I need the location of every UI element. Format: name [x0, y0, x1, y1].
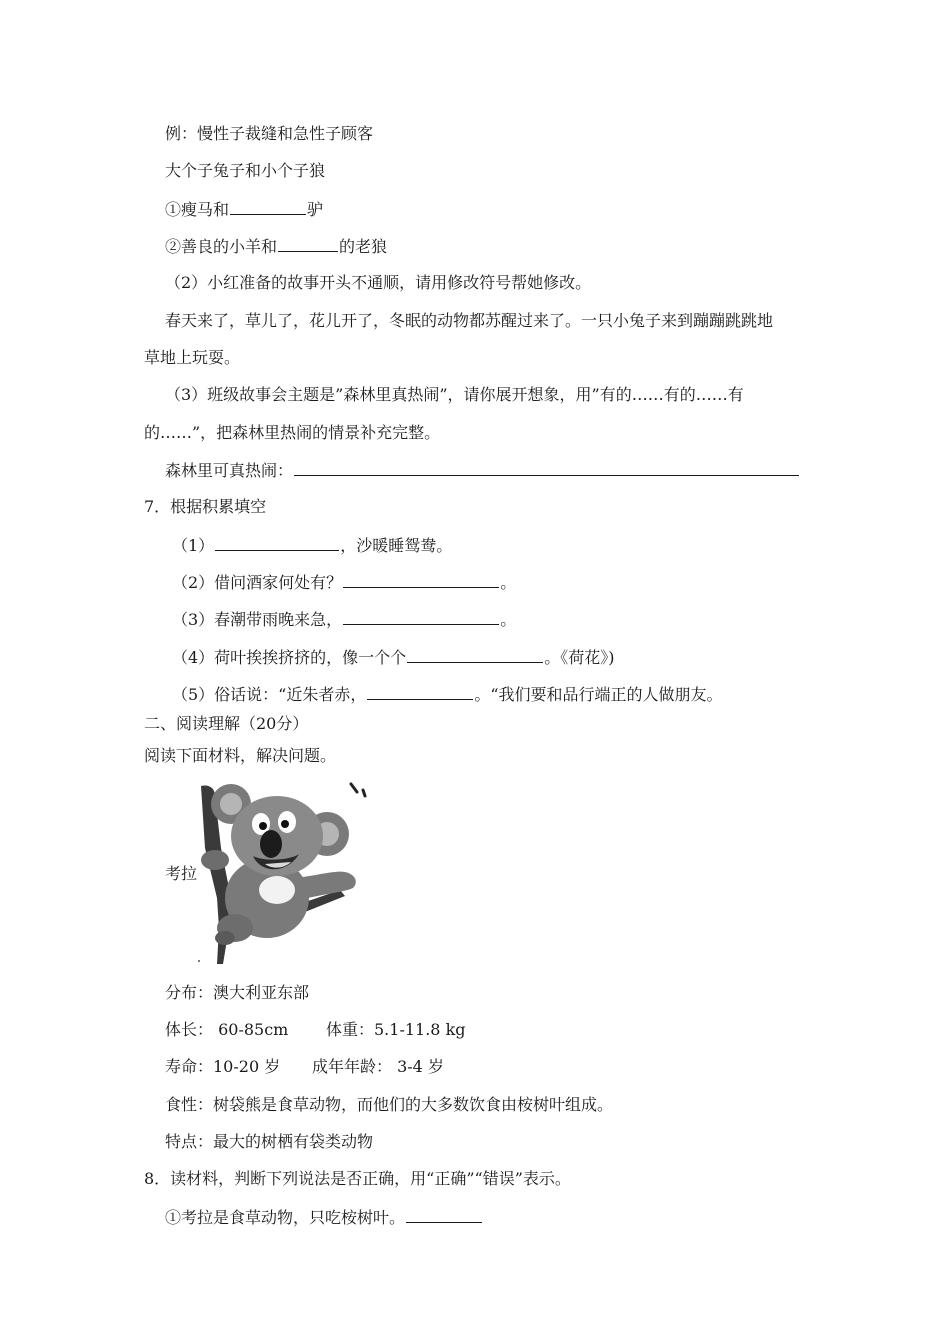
answer-blank[interactable] — [230, 198, 306, 215]
q7-item-1 — [172, 534, 452, 557]
q7-item-2-pre: （2）借问酒家何处有？ — [172, 573, 343, 592]
koala-length: 体长： 60-85cm — [165, 1020, 289, 1039]
q7-item-2-post: 。 — [500, 573, 517, 592]
example-item-2-pre: ②善良的小羊和 — [165, 237, 278, 256]
example-item-1 — [165, 198, 323, 221]
q7-item-3 — [172, 608, 516, 631]
koala-weight: 体重：5.1-11.8 kg — [326, 1020, 466, 1039]
koala-icon — [195, 778, 375, 968]
example-label: 例：慢性子裁缝和急性子顾客 — [165, 124, 374, 143]
koala-adult-age: 成年年龄： 3-4 岁 — [312, 1057, 444, 1076]
example-item-1-post: 驴 — [307, 200, 324, 219]
q8-item-1-text: ①考拉是食草动物，只吃桉树叶。 — [165, 1208, 406, 1227]
q2-prompt: （2）小红准备的故事开头不通顺，请用修改符号帮她修改。 — [165, 273, 592, 292]
q7-item-5-post: 。“我们要和品行端正的人做朋友。 — [474, 685, 723, 704]
koala-distribution: 分布：澳大利亚东部 — [165, 983, 310, 1002]
q7-item-1-post: ，沙暖睡鸳鸯。 — [340, 536, 453, 555]
q7-title: 7．根据积累填空 — [144, 497, 267, 516]
example-item-2 — [165, 235, 387, 258]
answer-blank[interactable] — [407, 646, 543, 663]
answer-blank[interactable] — [343, 608, 499, 625]
answer-blank[interactable] — [278, 235, 338, 252]
answer-blank[interactable] — [215, 534, 339, 551]
koala-feature: 特点：最大的树栖有袋类动物 — [165, 1132, 374, 1151]
q8-title: 8．读材料，判断下列说法是否正确，用“正确”“错误”表示。 — [144, 1169, 571, 1188]
answer-blank[interactable] — [294, 459, 799, 476]
example-item-2-post: 的老狼 — [339, 237, 388, 256]
answer-blank[interactable] — [367, 683, 473, 700]
q7-item-4-pre: （4）荷叶挨挨挤挤的，像一个个 — [172, 648, 407, 667]
q7-item-2 — [172, 571, 516, 594]
koala-caption: 考拉 — [165, 864, 198, 883]
koala-illustration — [195, 778, 375, 968]
q7-item-3-pre: （3）春潮带雨晚来急， — [172, 610, 343, 629]
q7-item-4-post: 。《荷花》) — [544, 648, 615, 667]
q7-item-3-post: 。 — [500, 610, 517, 629]
q3-prompt-line-2: 的……”，把森林里热闹的情景补充完整。 — [144, 423, 441, 442]
answer-blank[interactable] — [343, 571, 499, 588]
q8-item-1 — [165, 1206, 483, 1229]
stray-dot — [198, 960, 200, 962]
q7-item-4 — [172, 646, 614, 669]
example-line: 大个子兔子和小个子狼 — [165, 161, 326, 180]
koala-lifespan: 寿命：10-20 岁 — [165, 1057, 281, 1076]
section-2-title: 二、阅读理解（20分） — [144, 714, 309, 733]
example-item-1-pre: ①瘦马和 — [165, 200, 230, 219]
q2-text-line-1: 春天来了，草儿了，花儿开了，冬眠的动物都苏醒过来了。一只小兔子来到蹦蹦跳跳地 — [165, 311, 774, 330]
q3-prompt-line-1: （3）班级故事会主题是”森林里真热闹”，请你展开想象，用”有的……有的……有 — [165, 385, 744, 404]
koala-diet: 食性：树袋熊是食草动物，而他们的大多数饮食由桉树叶组成。 — [165, 1095, 614, 1114]
q7-item-5-pre: （5）俗话说：“近朱者赤， — [172, 685, 367, 704]
q3-answer-row — [165, 459, 800, 482]
answer-blank[interactable] — [406, 1206, 482, 1223]
q7-item-5 — [172, 683, 723, 706]
q7-item-1-pre: （1） — [172, 536, 215, 555]
q2-text-line-2: 草地上玩耍。 — [144, 348, 241, 367]
q3-answer-label: 森林里可真热闹： — [165, 461, 294, 480]
section-2-instruction: 阅读下面材料，解决问题。 — [144, 746, 337, 765]
